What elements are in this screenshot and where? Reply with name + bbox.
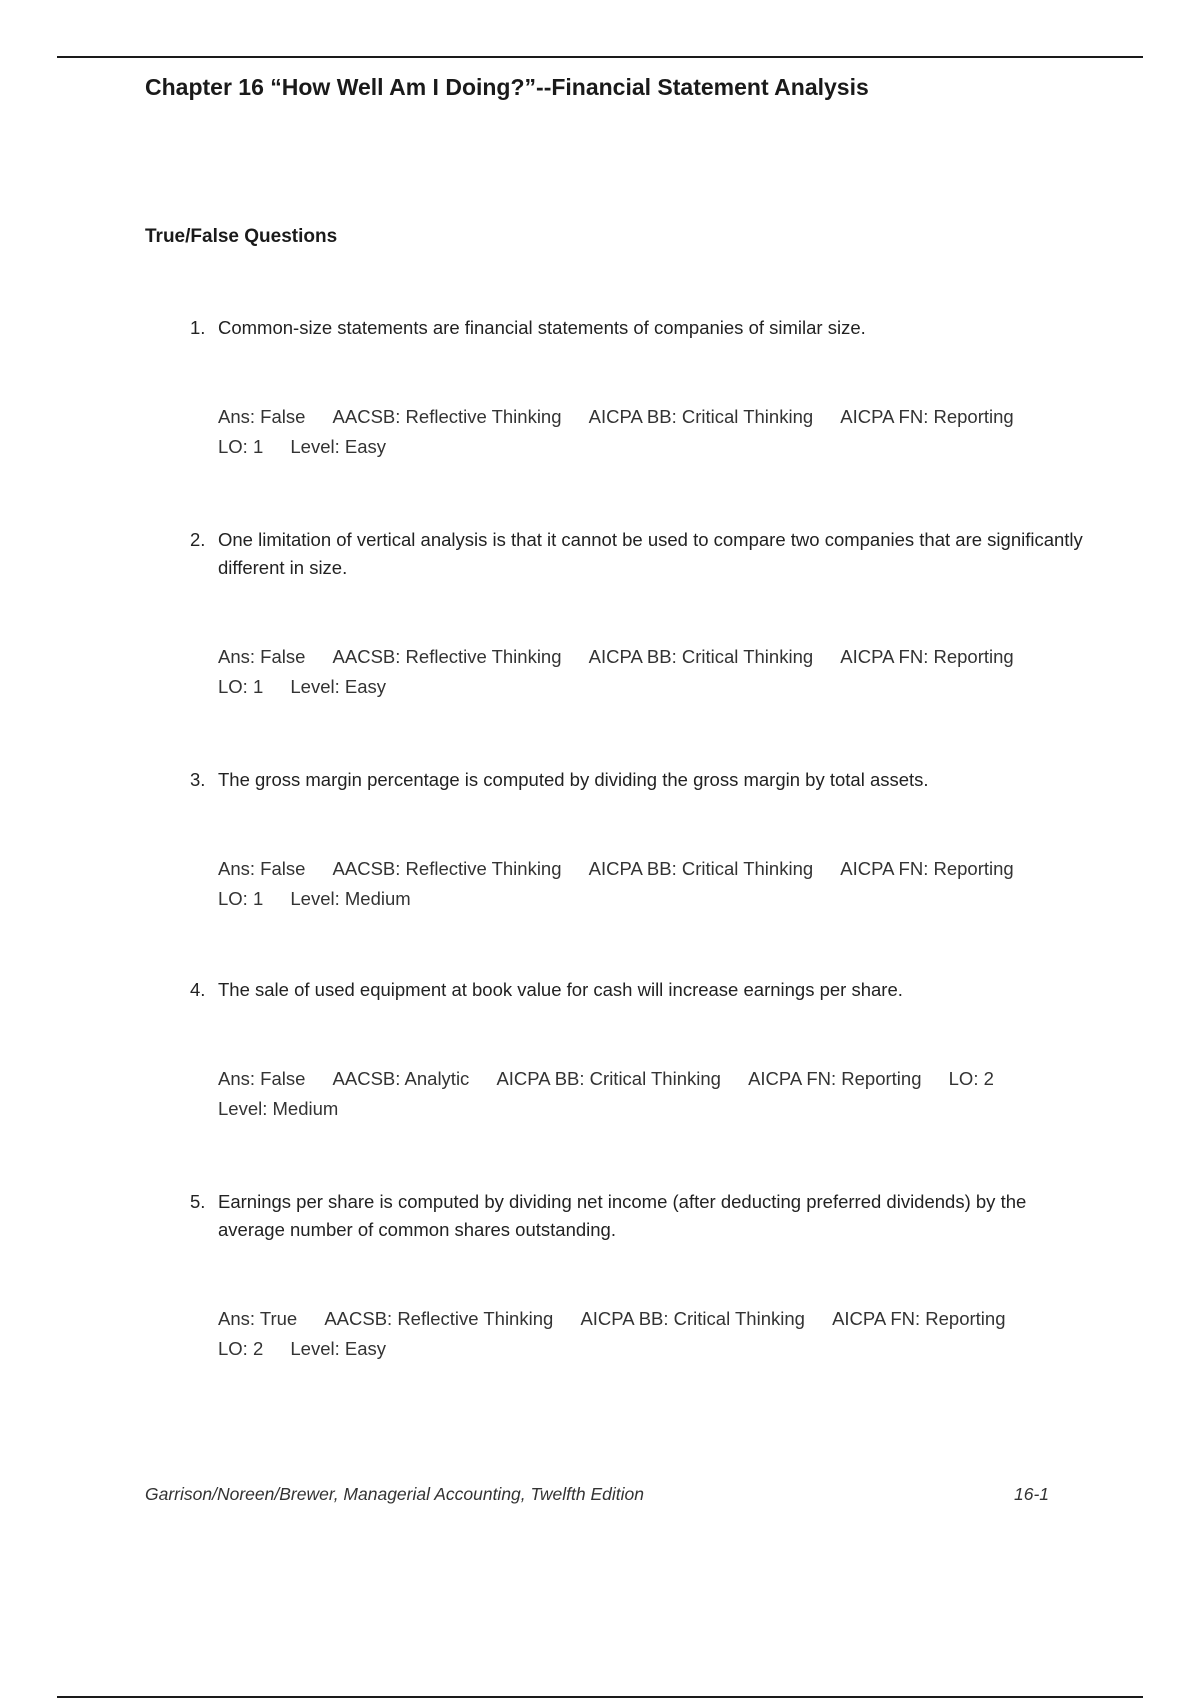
answer-metadata [218, 1064, 1090, 1124]
page-number: 16-1 [1014, 1484, 1050, 1504]
aacsb-tag: AACSB: Analytic [332, 1068, 470, 1089]
question-item [190, 314, 1090, 462]
question-number: 1. [190, 317, 206, 338]
aicpa-fn-tag: AICPA FN: Reporting [840, 406, 1014, 427]
difficulty-level: Level: Medium [290, 888, 411, 909]
answer-value: Ans: False [218, 858, 306, 879]
aicpa-bb-tag: AICPA BB: Critical Thinking [588, 858, 814, 879]
question-text: One limitation of vertical analysis is that it cannot be used to compare two companies that are significantly different in size. [218, 529, 1083, 578]
aicpa-fn-tag: AICPA FN: Reporting [832, 1308, 1006, 1329]
difficulty-level: Level: Easy [290, 676, 387, 697]
answer-metadata [218, 402, 1090, 462]
learning-objective: LO: 1 [218, 676, 264, 697]
learning-objective: LO: 2 [948, 1068, 994, 1089]
aicpa-fn-tag: AICPA FN: Reporting [840, 858, 1014, 879]
question-number: 5. [190, 1191, 206, 1212]
metadata-line [218, 402, 1090, 432]
aicpa-bb-tag: AICPA BB: Critical Thinking [496, 1068, 721, 1089]
aacsb-tag: AACSB: Reflective Thinking [324, 1308, 554, 1329]
question-item [190, 766, 1090, 914]
answer-value: Ans: False [218, 406, 306, 427]
answer-value: Ans: False [218, 646, 306, 667]
chapter-title: Chapter 16 “How Well Am I Doing?”--Financial Statement Analysis [145, 74, 869, 100]
metadata-line [218, 672, 1090, 702]
metadata-line [218, 1094, 1090, 1124]
answer-value: Ans: False [218, 1068, 306, 1089]
metadata-line [218, 432, 1090, 462]
question-line [190, 314, 1090, 342]
metadata-line [218, 642, 1090, 672]
answer-metadata [218, 1304, 1090, 1364]
answer-metadata [218, 854, 1090, 914]
learning-objective: LO: 1 [218, 888, 264, 909]
question-line [190, 1188, 1090, 1244]
aacsb-tag: AACSB: Reflective Thinking [332, 646, 562, 667]
question-number: 4. [190, 979, 206, 1000]
question-line [190, 766, 1090, 794]
aicpa-fn-tag: AICPA FN: Reporting [748, 1068, 922, 1089]
difficulty-level: Level: Easy [290, 1338, 387, 1359]
question-number: 2. [190, 529, 206, 550]
answer-value: Ans: True [218, 1308, 298, 1329]
top-rule [57, 56, 1143, 58]
question-item [190, 1188, 1090, 1364]
metadata-line [218, 854, 1090, 884]
aicpa-bb-tag: AICPA BB: Critical Thinking [588, 646, 814, 667]
question-item [190, 526, 1090, 702]
aicpa-fn-tag: AICPA FN: Reporting [840, 646, 1014, 667]
section-title: True/False Questions [145, 226, 338, 247]
aicpa-bb-tag: AICPA BB: Critical Thinking [588, 406, 814, 427]
aacsb-tag: AACSB: Reflective Thinking [332, 858, 562, 879]
aacsb-tag: AACSB: Reflective Thinking [332, 406, 562, 427]
metadata-line [218, 884, 1090, 914]
question-item [190, 976, 1090, 1124]
question-text: The sale of used equipment at book value for cash will increase earnings per share. [218, 979, 903, 1000]
answer-metadata [218, 642, 1090, 702]
bottom-rule [57, 1696, 1143, 1698]
difficulty-level: Level: Medium [218, 1098, 339, 1119]
question-line [190, 976, 1090, 1004]
metadata-line [218, 1334, 1090, 1364]
difficulty-level: Level: Easy [290, 436, 387, 457]
metadata-line [218, 1304, 1090, 1334]
learning-objective: LO: 2 [218, 1338, 264, 1359]
question-text: Common-size statements are financial statements of companies of similar size. [218, 317, 866, 338]
question-line [190, 526, 1090, 582]
learning-objective: LO: 1 [218, 436, 264, 457]
metadata-line [218, 1064, 1090, 1094]
question-text: The gross margin percentage is computed by dividing the gross margin by total assets. [218, 769, 929, 790]
question-number: 3. [190, 769, 206, 790]
footer-citation: Garrison/Noreen/Brewer, Managerial Accounting, Twelfth Edition [145, 1484, 644, 1504]
aicpa-bb-tag: AICPA BB: Critical Thinking [580, 1308, 805, 1329]
question-text: Earnings per share is computed by dividing net income (after deducting preferred dividends) by the average number of common shares outstanding. [218, 1191, 1027, 1240]
